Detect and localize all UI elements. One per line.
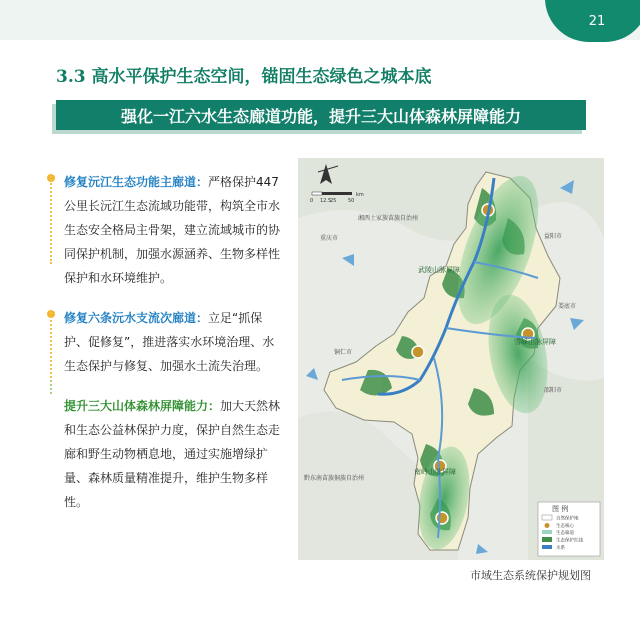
dotted-rule xyxy=(50,380,52,394)
label-region-sw: 黔东南苗族侗族自治州 xyxy=(304,475,365,482)
paragraph-1-body: 严格保护447公里长沅江生态流域功能带，构筑全市水生态安全格局主骨架，建立流域城市的协同保护机制，加强水源涵养、生物多样性保护和水环境维护。 xyxy=(64,175,281,285)
text-column xyxy=(64,170,286,530)
scale-tick-0: 0 xyxy=(310,198,314,204)
paragraph-3 xyxy=(64,394,286,514)
figure-caption: 市域生态系统保护规划图 xyxy=(470,569,591,582)
label-city-e3: 邵阳市 xyxy=(544,387,563,394)
eco-core xyxy=(412,346,424,358)
paragraph-1 xyxy=(64,170,286,290)
legend-item-4: 水系 xyxy=(556,546,565,551)
paragraph-2-lead: 修复六条沅水支流次廊道： xyxy=(64,311,209,325)
paragraph-3-body: 加大天然林和生态公益林保护力度，保护自然生态走廊和野生动物栖息地，通过实施增绿扩量、森林质量精准提升，维护生物多样性。 xyxy=(64,399,281,509)
scale-tick-3: 50 xyxy=(348,198,355,204)
paragraph-1-lead: 修复沅江生态功能主廊道： xyxy=(64,175,209,189)
map-legend xyxy=(538,502,600,556)
label-barrier-nanling: 南岭山脉屏障 xyxy=(414,468,456,476)
legend-item-3: 生态保护红线 xyxy=(556,538,583,544)
legend-item-1: 生态核心 xyxy=(556,524,574,529)
scale-tick-2: 25 xyxy=(330,198,337,204)
dotted-rule xyxy=(50,176,52,264)
page-number: 21 xyxy=(588,13,606,29)
eco-protection-map xyxy=(298,158,604,560)
label-barrier-wuling: 武陵山脉屏障 xyxy=(418,266,460,274)
section-banner: 强化一江六水生态廊道功能，提升三大山体森林屏障能力 xyxy=(56,100,586,130)
label-city-w2: 铜仁市 xyxy=(334,349,353,356)
paragraph-2 xyxy=(64,306,286,378)
top-band xyxy=(0,0,640,40)
scale-tick-1: 12.5 xyxy=(320,198,332,204)
eco-core xyxy=(436,512,448,524)
label-barrier-xuefeng: 雪峰山脉屏障 xyxy=(514,338,556,346)
map-svg xyxy=(298,158,604,560)
label-city-e2: 娄底市 xyxy=(558,303,577,310)
dotted-rule xyxy=(50,312,52,382)
legend-item-0: 自然保护地 xyxy=(556,516,579,522)
label-region-nw: 湘西土家族苗族自治州 xyxy=(358,215,419,222)
paragraph-3-lead: 提升三大山体森林屏障能力： xyxy=(64,399,221,413)
label-city-e1: 益阳市 xyxy=(544,233,563,240)
label-city-w1: 重庆市 xyxy=(320,235,339,242)
legend-title: 图 例 xyxy=(552,505,569,513)
section-heading: 3.3 高水平保护生态空间，锚固生态绿色之城本底 xyxy=(56,67,432,87)
legend-item-2: 生态廊道 xyxy=(556,531,574,536)
scale-unit: km xyxy=(356,192,364,198)
paragraph-2-body: 立足“抓保护、促修复”，推进落实水环境治理、水生态保护与修复、加强水土流失治理。 xyxy=(64,311,275,373)
